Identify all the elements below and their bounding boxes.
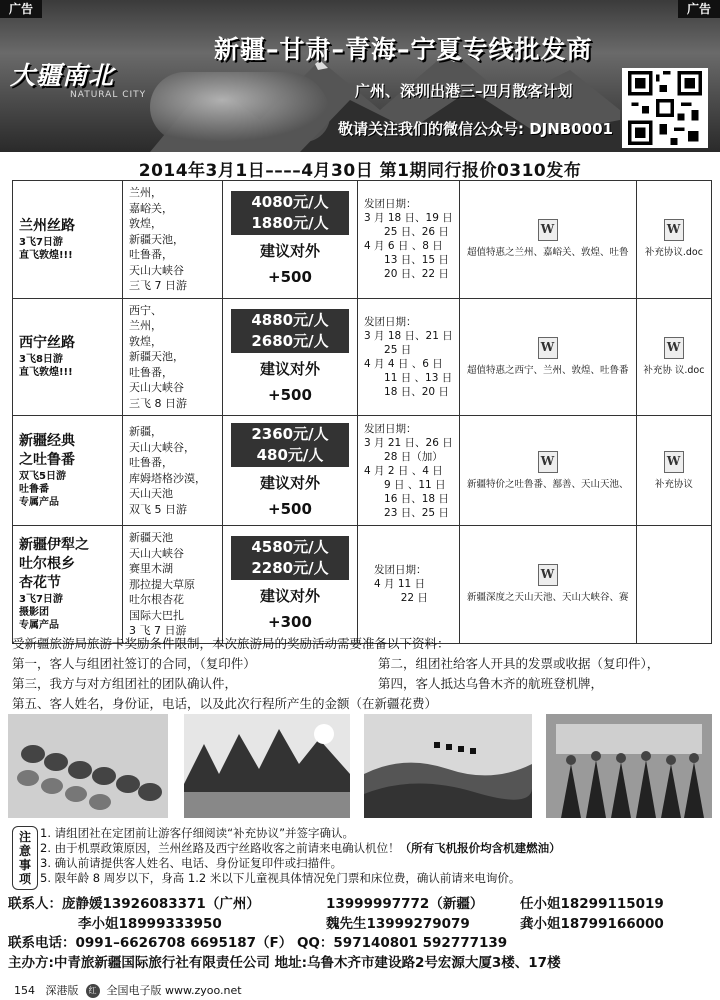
itinerary-stop: 三飞 7 日游 [129,279,187,292]
photo-strip [8,714,712,820]
route-name-cell [13,526,123,644]
suggested-retail-label: 建议对外 [259,242,320,261]
website-link[interactable]: 全国电子版 www.zyoo.net [106,984,242,997]
itinerary-stop: 新疆， [129,425,162,438]
contact-info [8,895,712,973]
price-cell [223,526,358,644]
itinerary-stop: 天山大峡谷 [129,263,184,277]
banner-title: 新疆–甘肃–青海–宁夏专线批发商 [214,35,593,64]
notice-tag-char: 意 [18,844,31,858]
word-doc-icon[interactable]: W [664,451,684,473]
price-box [231,423,349,467]
itinerary-stop: 兰州， [129,319,162,332]
route-name-cell [13,416,123,526]
wechat-account-text: 敬请关注我们的微信公众号: DJNB0001 [338,120,613,138]
route-title: 新疆经典 [19,433,75,449]
route-name-cell [13,181,123,299]
route-subtitle: 直飞敦煌!!! [19,367,73,379]
child-price: 2280元/人 [251,559,329,578]
route-subtitle: 专属产品 [19,620,59,632]
contact-label: 联系人： [8,896,62,912]
table-row [13,181,712,299]
route-title: 新疆伊犁之 [19,537,89,554]
departure-dates: 发团日期： 4 月 11 日 22 日 [358,526,460,644]
contact-person: 李小姐18999333950 [78,915,222,932]
suggested-retail-label: 建议对外 [259,587,320,606]
word-doc-icon[interactable]: W [538,451,558,473]
adult-price: 4580元/人 [251,538,329,557]
contact-person: 庞静媛13926083371（广州） [62,896,260,912]
routes-price-table [12,180,712,644]
brand-logo [10,50,200,120]
page-footer [0,982,720,1000]
note-item: 第五、客人姓名，身份证，电话，以及此次行程所产生的金额（在新疆花费） [12,696,438,711]
itinerary-stop: 吐鲁番， [129,365,173,379]
itinerary-stop: 三飞 8 日游 [129,396,187,410]
price-box [231,191,349,235]
suggested-markup: +500 [268,385,312,404]
price-box [231,536,349,580]
itinerary-stop: 敦煌， [129,334,162,348]
notice-item-text: 2. 由于机票政策原因，兰州丝路及西宁丝路收客之前请来电确认机位！ [40,841,400,855]
itinerary-stop: 天山大峡谷 [129,546,184,560]
route-title: 吐尔根乡 [19,556,75,573]
notice-item [40,841,561,856]
notice-item: 3. 确认前请提供客人姓名、电话、身份证复印件或扫描件。 [40,856,343,870]
contact-person: 任小姐18299115019 [520,896,664,912]
itinerary-stop: 吐鲁番， [129,248,173,261]
itinerary-stop: 天山天池 [129,487,173,500]
departure-dates: 发团日期： 3 月 18 日、19 日 25 日、26 日 4 月 6 日 、8 日 13 日、15 日 20 日、22 日 [358,181,460,299]
ad-label-left: 广告 [0,0,42,18]
note-item: 第四，客人抵达乌鲁木齐的航班登机牌， [378,676,604,691]
price-cell [223,181,358,299]
phone-line: 联系电话：0991–6626708 6695187（F） QQ：597140801 592777139 [8,935,508,951]
host-address-line: 主办方:中青旅新疆国际旅行社有限责任公司 地址:乌鲁木齐市建设路2号宏源大厦3楼、17楼 [8,954,561,971]
itinerary-stop: 吐尔根杏花 [129,593,184,606]
route-subtitle: 吐鲁番 [19,484,49,495]
banner-plan: 广州、深圳出港三–四月散客计划 [355,82,573,100]
itinerary-stop: 国际大巴扎 [129,608,184,622]
adult-price: 4080元/人 [251,193,329,212]
route-title: 之吐鲁番 [19,452,75,468]
table-row [13,416,712,526]
reward-requirements [12,634,712,714]
itinerary-stop: 西宁、 [129,303,162,317]
notice-tag-char: 事 [18,858,31,872]
attachment-cell[interactable] [459,416,636,526]
header-banner [0,0,720,152]
route-name-cell [13,298,123,416]
edition-label: 深港版 [45,984,79,997]
contact-row [8,915,712,935]
forest-lake-photo [184,714,350,818]
route-subtitle: 双飞5日游 [19,471,66,482]
note-item: 第一，客人与组团社签订的合同，（复印件） [12,656,256,671]
attachment-name[interactable]: 超值特惠之西宁、兰州、敦煌、吐鲁番 [467,364,629,376]
word-doc-icon[interactable]: W [538,564,558,586]
notice-list [40,826,561,886]
itinerary-stop: 吐鲁番， [129,456,173,469]
kebab-photo [8,714,168,818]
itinerary-stop: 新疆天池 [129,531,173,544]
route-subtitle: 3飞8日游 [19,354,63,366]
contact-person: 魏先生13999279079 [326,915,470,932]
route-subtitle: 直飞敦煌!!! [19,249,73,261]
suggested-retail-label: 建议对外 [259,473,320,492]
note-item: 第二，组团社给客人开具的发票或收据（复印件）， [378,656,660,671]
contact-row [8,895,712,915]
itinerary-stop: 双飞 5 日游 [129,502,187,516]
route-title: 杏花节 [19,575,61,592]
child-price: 480元/人 [256,445,324,464]
itinerary-stop: 天山大峡谷， [129,440,195,454]
price-cell [223,298,358,416]
notes-row [12,674,712,694]
desert-camel-photo [364,714,532,818]
empty-attachment-cell [636,526,711,644]
route-subtitle: 3飞7日游 [19,236,63,248]
departure-dates: 发团日期： 3 月 21 日、26 日 28 日（加） 4 月 2 日 、4 日 9 日 、11 日 16 日、18 日 23 日、25 日 [358,416,460,526]
attachment-name[interactable]: 新疆深度之天山天池、天山大峡谷、赛 [467,592,629,604]
route-subtitle: 专属产品 [19,497,59,508]
table-row [13,526,712,644]
itinerary-cell [123,526,223,644]
price-box [231,309,349,353]
departure-dates: 发团日期： 3 月 18 日、21 日 25 日 4 月 4 日 、6 日 11 日 、13 日 18 日、20 日 [358,298,460,416]
itinerary-stop: 3 飞 7 日游 [129,624,187,637]
itinerary-cell [123,416,223,526]
adult-price: 2360元/人 [251,424,329,443]
attachment-cell[interactable] [459,526,636,644]
notice-item-emphasis: （所有飞机报价均含机建燃油） [399,841,561,855]
suggested-markup: +500 [268,499,312,518]
itinerary-stop: 赛里木湖 [129,562,173,575]
logo-subtext: NATURAL CITY [70,90,147,100]
itinerary-stop: 兰州， [129,186,162,199]
itinerary-stop: 新疆天池， [129,232,184,246]
attachment-name[interactable]: 补充协议.doc [644,247,703,259]
itinerary-stop: 天山大峡谷 [129,381,184,394]
attachment-name[interactable]: 新疆特价之吐鲁番、鄯善、天山天池、 [467,478,629,490]
table-row [13,298,712,416]
route-title: 西宁丝路 [19,335,75,352]
attachment-cell[interactable] [636,181,711,299]
suggested-markup: +500 [268,268,312,287]
contact-person: 13999997772（新疆） [326,896,484,912]
notice-section [8,826,712,892]
itinerary-cell [123,181,223,299]
suggested-markup: +300 [268,613,312,632]
adult-price: 4880元/人 [251,310,329,329]
itinerary-stop: 库姆塔格沙漠， [129,471,206,485]
itinerary-stop: 新疆天池， [129,350,184,363]
notes-row [12,654,712,674]
word-doc-icon[interactable]: W [538,337,558,359]
notice-item: 5. 限年龄 8 周岁以下，身高 1.2 米以下儿童视具体情况免门票和床位费，确认前请来电询价。 [40,871,521,885]
attachment-name[interactable]: 超值特惠之兰州、嘉峪关、敦煌、吐鲁 [467,247,629,259]
word-doc-icon[interactable]: W [664,219,684,241]
note-item: 第三，我方与对方组团社的团队确认件， [12,676,238,691]
itinerary-cell [123,298,223,416]
child-price: 2680元/人 [251,331,329,350]
edition-badge: 红 [86,984,100,998]
route-subtitle: 3飞7日游 [19,594,63,606]
page-number: 154 [14,984,35,997]
word-doc-icon[interactable]: W [538,219,558,241]
route-title: 兰州丝路 [19,217,75,234]
notice-item: 1. 请组团社在定团前让游客仔细阅读“补充协议”并签字确认。 [40,826,355,840]
attachment-cell[interactable] [459,181,636,299]
qr-code-icon[interactable] [622,68,708,148]
attachment-cell[interactable] [636,298,711,416]
attachment-cell[interactable] [636,416,711,526]
itinerary-stop: 敦煌， [129,217,162,230]
attachment-name[interactable]: 补充协议 [654,478,693,490]
notice-tag-char: 项 [18,872,31,886]
suggested-retail-label: 建议对外 [259,359,320,378]
price-cell [223,416,358,526]
itinerary-stop: 那拉提大草原 [129,577,195,591]
notice-tag-char: 注 [18,830,31,844]
notice-tag [12,826,38,890]
contact-person: 龚小姐18799166000 [520,915,664,932]
word-doc-icon[interactable]: W [664,337,684,359]
itinerary-stop: 嘉峪关， [129,201,173,215]
ad-label-right: 广告 [678,0,720,18]
folk-dance-photo [546,714,712,818]
attachment-cell[interactable] [459,298,636,416]
notes-intro: 受新疆旅游局旅游卡奖励条件限制，本次旅游局的奖励活动需要准备以下资料： [12,636,450,651]
child-price: 1880元/人 [251,214,329,233]
attachment-name[interactable]: 补充协 议.doc [643,364,705,376]
route-subtitle: 摄影团 [19,607,49,619]
logo-text: 大疆南北 [10,61,115,90]
period-title: 2014年3月1日––––4月30日 第1期同行报价0310发布 [138,161,582,181]
